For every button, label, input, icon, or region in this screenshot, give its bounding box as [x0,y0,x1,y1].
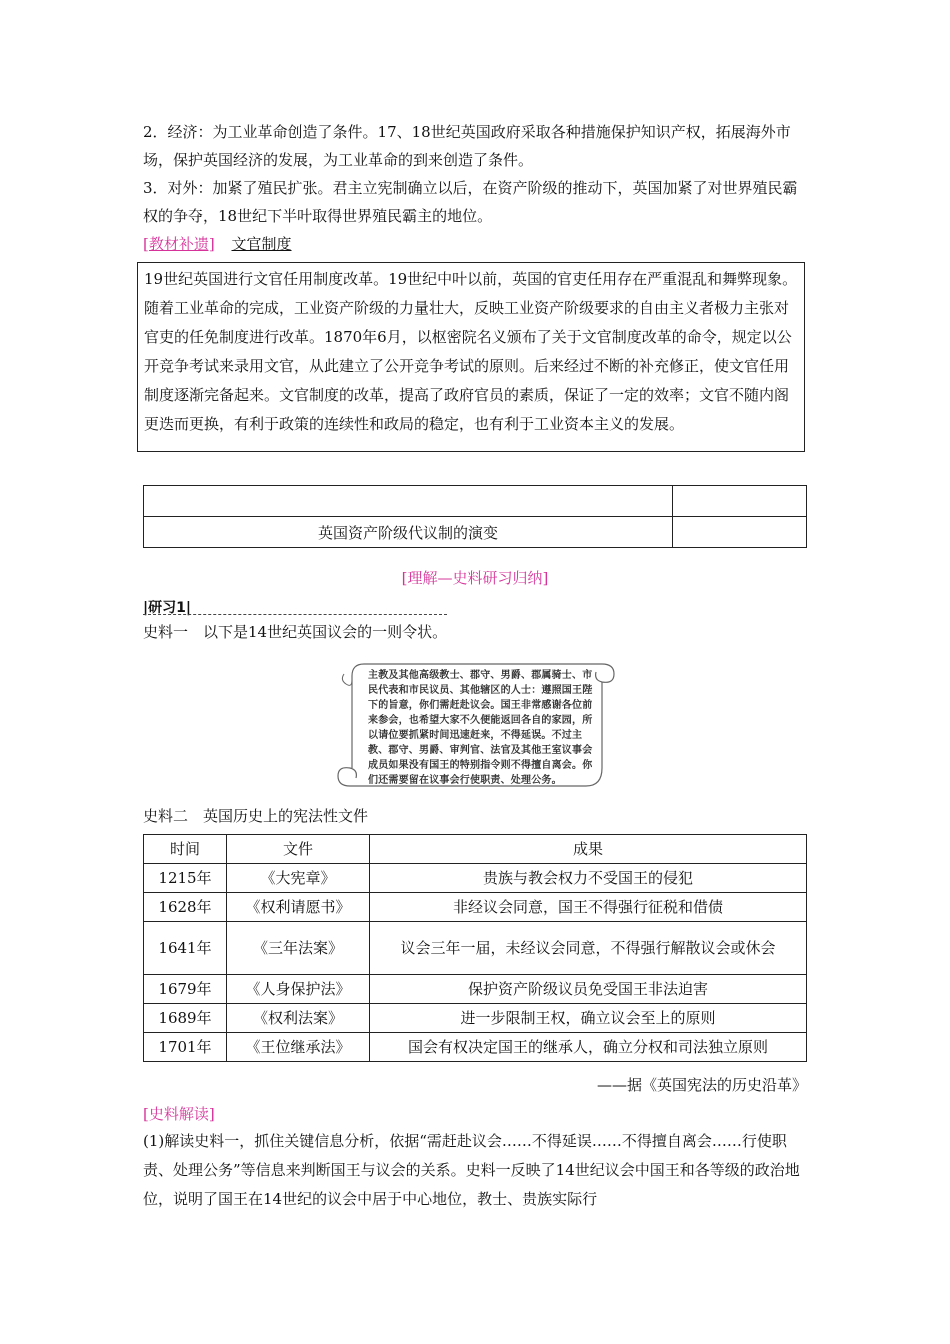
col-header-result: 成果 [370,835,807,864]
topic-cell-empty [144,486,673,517]
supplement-box [137,262,805,452]
cell-document: 《人身保护法》 [227,975,370,1004]
cell-document: 《权利法案》 [227,1004,370,1033]
study-tag: |研习1| [143,600,191,616]
writ-scroll-image [330,658,620,794]
source2-label: 史料二 英国历史上的宪法性文件 [143,807,369,825]
cell-result: 保护资产阶级议员免受国王非法迫害 [370,975,807,1004]
table-row [144,922,807,975]
interpretation-text: (1)解读史料一，抓住关键信息分析，依据“需赶赴议会……不得延误……不得擅自离会……行使职责、处理公务”等信息来判断国王与议会的关系。史料一反映了14世纪议会中国王和各等级的政治地位，说明了国王在14世纪的议会中居于中心地位，教士、贵族实际行 [143,1132,800,1208]
cell-document: 《权利请愿书》 [227,893,370,922]
cell-year: 1679年 [144,975,227,1004]
divider [143,614,447,615]
supplement-title: 文官制度 [231,235,292,253]
cell-document: 《三年法案》 [227,922,370,975]
interpretation-label: [史料解读] [143,1105,215,1123]
cell-result: 进一步限制王权，确立议会至上的原则 [370,1004,807,1033]
supplement-heading [143,230,808,258]
col-header-time: 时间 [144,835,227,864]
cell-result: 贵族与教会权力不受国王的侵犯 [370,864,807,893]
supplement-label: [教材补遗] [143,235,215,253]
table-header-row [144,835,807,864]
topic-title: 英国资产阶级代议制的演变 [144,517,673,548]
source1-label: 史料一 以下是14世纪英国议会的一则令状。 [143,623,448,641]
cell-result: 国会有权决定国王的继承人，确立分权和司法独立原则 [370,1033,807,1062]
table-source: ——据《英国宪法的历史沿革》 [596,1076,807,1094]
table-row [144,517,807,548]
table-row [144,975,807,1004]
topic-title-table [143,485,807,548]
topic-cell-empty [673,517,807,548]
table-row [144,486,807,517]
cell-year: 1641年 [144,922,227,975]
table-row [144,864,807,893]
study-heading: [理解—史料研习归纳] [401,569,549,587]
cell-result: 议会三年一届，未经议会同意，不得强行解散议会或休会 [370,922,807,975]
topic-cell-empty [673,486,807,517]
point-foreign: 3．对外：加紧了殖民扩张。君主立宪制确立以后，在资产阶级的推动下，英国加紧了对世界殖民霸权的争夺，18世纪下半叶取得世界殖民霸主的地位。 [143,179,798,225]
constitution-table [143,834,807,1062]
cell-year: 1701年 [144,1033,227,1062]
cell-document: 《大宪章》 [227,864,370,893]
cell-year: 1689年 [144,1004,227,1033]
table-row [144,1004,807,1033]
table-row [144,1033,807,1062]
writ-text: 主教及其他高级教士、郡守、男爵、郡属骑士、市民代表和市民议员、其他辖区的人士：遵照国王陛下的旨意，你们需赶赴议会。国王非常感谢各位前来参会，也希望大家不久便能返回各自的家园，所以请位要抓紧时间迅速赶来，不得延误。不过主教、郡守、男爵、审判官、法官及其他王室议事会成员如果没有国王的特别指令则不得擅自离会。你们还需要留在议事会行使职责、处理公务。 [368,670,593,786]
point-economy: 2．经济：为工业革命创造了条件。17、18世纪英国政府采取各种措施保护知识产权，拓展海外市场，保护英国经济的发展，为工业革命的到来创造了条件。 [143,123,791,169]
cell-result: 非经议会同意，国王不得强行征税和借债 [370,893,807,922]
cell-year: 1628年 [144,893,227,922]
cell-year: 1215年 [144,864,227,893]
col-header-document: 文件 [227,835,370,864]
table-row [144,893,807,922]
supplement-body: 19世纪英国进行文官任用制度改革。19世纪中叶以前，英国的官吏任用存在严重混乱和舞弊现象。随着工业革命的完成，工业资产阶级的力量壮大，反映工业资产阶级要求的自由主义者极力主张对官吏的任免制度进行改革。1870年6月，以枢密院名义颁布了关于文官制度改革的命令，规定以公开竞争考试来录用文官，从此建立了公开竞争考试的原则。后来经过不断的补充修正，使文官任用制度逐渐完备起来。文官制度的改革，提高了政府官员的素质，保证了一定的效率；文官不随内阁更迭而更换，有利于政策的连续性和政局的稳定，也有利于工业资本主义的发展。 [144,270,798,433]
cell-document: 《王位继承法》 [227,1033,370,1062]
